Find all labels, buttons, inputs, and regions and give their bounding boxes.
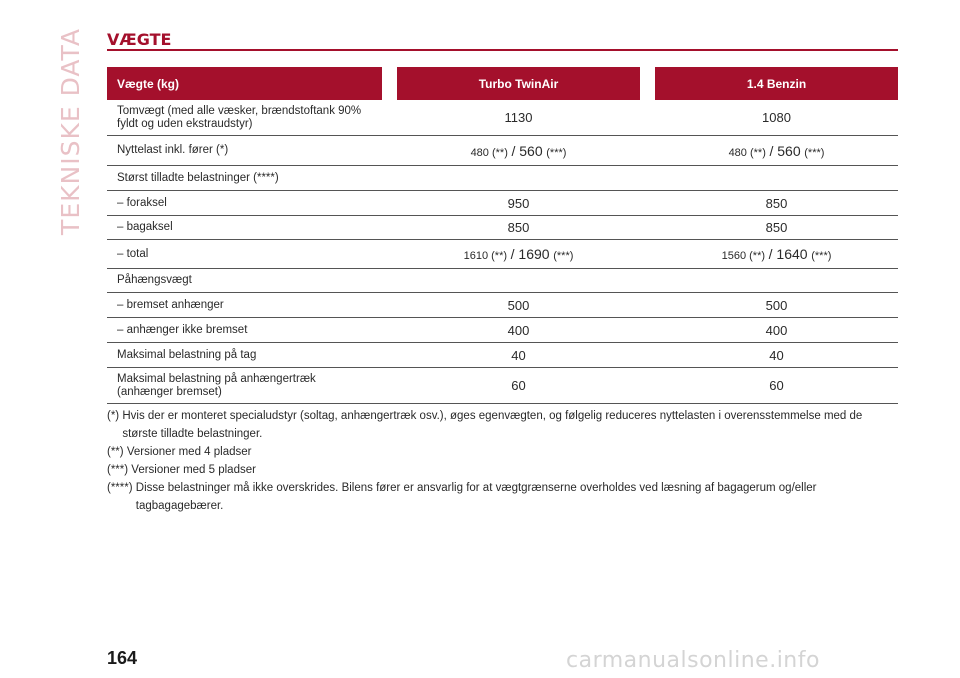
footnote — [107, 461, 898, 479]
value-benzin: 850 — [765, 195, 788, 211]
table-row — [107, 368, 898, 404]
value-part: (***) — [546, 146, 567, 159]
header-turbo-twinair: Turbo TwinAir — [397, 67, 640, 100]
table-row — [107, 318, 898, 343]
row-label: Tomvægt (med alle væsker, brændstoftank 90% fyldt og uden ekstraudstyr) — [117, 104, 362, 130]
value-benzin: 1080 — [762, 110, 791, 125]
value-twinair: 400 — [507, 322, 530, 338]
row-label: – bagaksel — [117, 221, 173, 233]
row-label: Påhængsvægt — [117, 274, 192, 286]
value-twinair: 1130 — [504, 110, 533, 125]
row-label: – total — [117, 247, 149, 260]
value-benzin — [655, 143, 898, 159]
value-twinair — [397, 143, 640, 159]
footnote — [107, 443, 898, 461]
side-section-title: TEKNISKE DATA — [56, 28, 85, 235]
footnote-text: Versioner med 5 pladser — [131, 464, 256, 476]
value-part: 480 (**) — [728, 146, 766, 159]
value-twinair: 950 — [507, 195, 530, 211]
table-row — [107, 216, 898, 240]
footnote-mark: (***) — [107, 464, 129, 476]
row-label: Maksimal belastning på tag — [117, 348, 257, 361]
table-row — [107, 343, 898, 368]
row-label: – foraksel — [117, 196, 167, 209]
footnote — [107, 479, 898, 515]
value-part: (***) — [804, 146, 825, 159]
value-benzin: 40 — [769, 347, 784, 363]
value-twinair: 500 — [507, 297, 530, 313]
value-benzin: 500 — [765, 297, 788, 313]
weights-table — [107, 67, 898, 404]
footnote-text: Disse belastninger må ikke overskrides. Bilens fører er ansvarlig for at vægtgrænserne overholdes ved læsning af bagagerum og/eller tagbagagebærer. — [135, 482, 817, 512]
value-part: 480 (**) — [470, 146, 508, 159]
row-label: – anhænger ikke bremset — [117, 323, 248, 336]
table-row — [107, 240, 898, 269]
footnote — [107, 407, 898, 443]
value-part: 1610 (**) — [463, 250, 508, 262]
table-header — [107, 67, 898, 100]
value-part: / 560 — [769, 142, 801, 159]
value-benzin: 400 — [765, 322, 788, 338]
header-weights: Vægte (kg) — [107, 67, 382, 100]
watermark-text: carmanualsonline.info — [566, 648, 820, 673]
footnotes — [107, 407, 898, 515]
value-part: / 1640 — [768, 246, 808, 262]
value-twinair: 850 — [507, 220, 530, 235]
row-label: Størst tilladte belastninger (****) — [117, 171, 279, 184]
value-benzin: 850 — [765, 220, 788, 235]
value-part: / 1690 — [510, 246, 550, 262]
value-benzin — [655, 246, 898, 262]
value-twinair — [397, 246, 640, 262]
title-rule — [107, 49, 898, 51]
table-row — [107, 191, 898, 216]
row-label: – bremset anhænger — [117, 298, 224, 311]
table-row — [107, 136, 898, 166]
value-benzin: 60 — [769, 378, 784, 393]
value-part: 1560 (**) — [721, 250, 766, 262]
table-row — [107, 100, 898, 136]
row-label: Maksimal belastning på anhængertræk (anhænger bremset) — [117, 372, 316, 398]
value-twinair: 60 — [511, 378, 526, 393]
footnote-text: Versioner med 4 pladser — [126, 446, 252, 458]
header-benzin: 1.4 Benzin — [655, 67, 898, 100]
value-part: / 560 — [511, 142, 543, 159]
value-twinair: 40 — [511, 347, 526, 363]
value-part: (***) — [553, 250, 574, 262]
row-label: Nyttelast inkl. fører (*) — [117, 144, 229, 156]
footnote-mark: (****) — [107, 482, 133, 494]
table-row — [107, 293, 898, 318]
footnote-mark: (*) — [107, 410, 120, 422]
table-row — [107, 269, 898, 293]
footnote-text: Hvis der er monteret specialudstyr (soltag, anhængertræk osv.), øges egenvægten, og følgelig reduceres nyttelasten i overensstemmelse med de største tilladte belastninger. — [122, 410, 863, 440]
page-title: VÆGTE — [107, 30, 172, 49]
page-number: 164 — [107, 648, 138, 668]
value-part: (***) — [811, 250, 832, 262]
footnote-mark: (**) — [107, 446, 124, 458]
table-row — [107, 166, 898, 191]
